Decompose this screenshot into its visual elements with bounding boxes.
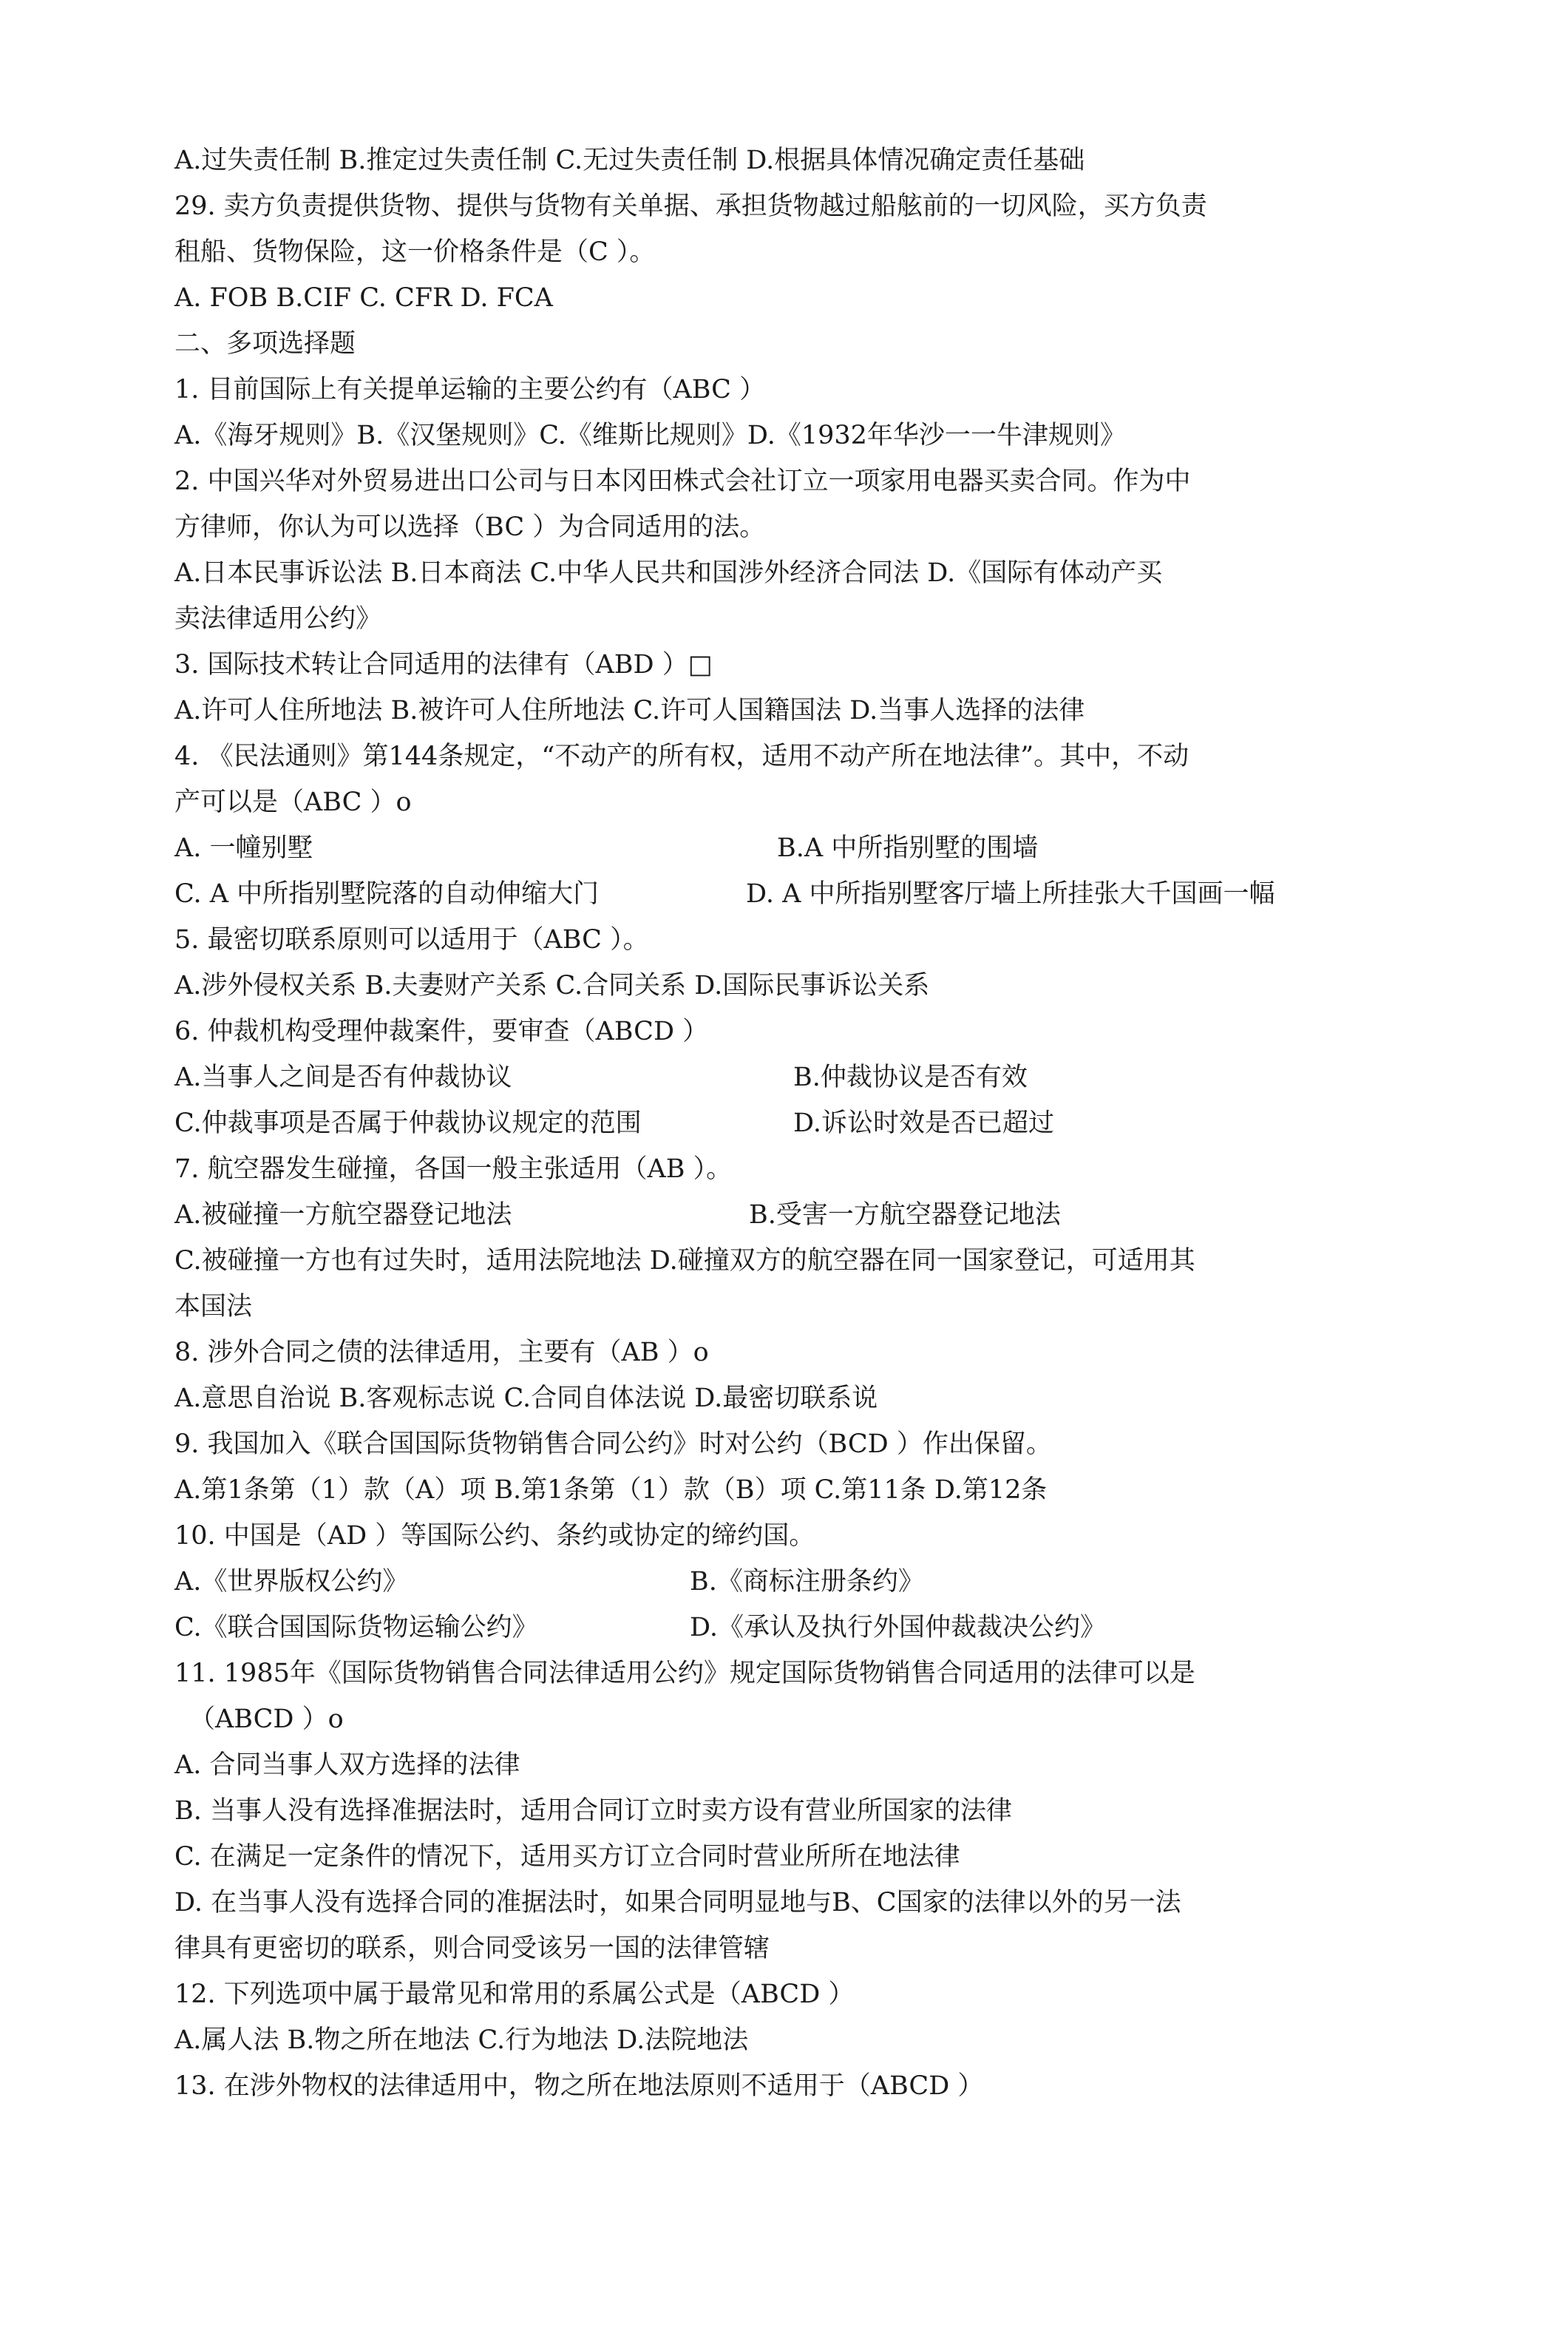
text-line: 11. 1985年《国际货物销售合同法律适用公约》规定国际货物销售合同适用的法律可以是 [174, 1659, 1195, 1688]
option-left: A.被碰撞一方航空器登记地法 [174, 1200, 512, 1230]
text-line: D. 在当事人没有选择合同的准据法时，如果合同明显地与B、C国家的法律以外的另一法 [174, 1888, 1181, 1917]
text-line: 4. 《民法通则》第144条规定，“不动产的所有权，适用不动产所在地法律”。其中，不动 [174, 742, 1189, 771]
text-line: 1. 目前国际上有关提单运输的主要公约有（ABC ） [174, 375, 766, 404]
text-line: 产可以是（ABC ）o [174, 788, 412, 817]
text-line: A.涉外侵权关系 B.夫妻财产关系 C.合同关系 D.国际民事诉讼关系 [174, 971, 930, 1001]
option-right: B.《商标注册条约》 [690, 1567, 924, 1597]
option-right: D. A 中所指别墅客厅墙上所挂张大千国画一幅 [746, 879, 1275, 909]
text-line: C.被碰撞一方也有过失时，适用法院地法 D.碰撞双方的航空器在同一国家登记，可适用其 [174, 1246, 1195, 1276]
text-line: 二、多项选择题 [174, 329, 356, 359]
text-line: 8. 涉外合同之债的法律适用，主要有（AB ）o [174, 1338, 709, 1367]
text-line: （ABCD ）o [189, 1704, 344, 1734]
option-row [174, 825, 1402, 871]
option-row [174, 1605, 1402, 1651]
text-line: A.《海牙规则》B.《汉堡规则》C.《维斯比规则》D.《1932年华沙一一牛津规则》 [174, 421, 1126, 450]
text-line: 2. 中国兴华对外贸易进出口公司与日本冈田株式会社订立一项家用电器买卖合同。作为中 [174, 467, 1191, 496]
text-line: 13. 在涉外物权的法律适用中，物之所在地法原则不适用于（ABCD ） [174, 2071, 984, 2101]
text-line: A.意思自治说 B.客观标志说 C.合同自体法说 D.最密切联系说 [174, 1384, 878, 1413]
text-line: A.许可人住所地法 B.被许可人住所地法 C.许可人国籍国法 D.当事人选择的法律 [174, 696, 1085, 725]
document-page [174, 138, 1402, 2109]
option-row [174, 871, 1402, 917]
text-line: A. FOB B.CIF C. CFR D. FCA [174, 283, 553, 313]
text-line: A.日本民事诉讼法 B.日本商法 C.中华人民共和国涉外经济合同法 D.《国际有体动产买 [174, 558, 1163, 588]
option-right: B.受害一方航空器登记地法 [749, 1200, 1061, 1230]
option-row [174, 1054, 1402, 1100]
text-line: 29. 卖方负责提供货物、提供与货物有关单据、承担货物越过船舷前的一切风险，买方负责 [174, 192, 1207, 221]
text-line: 7. 航空器发生碰撞，各国一般主张适用（AB ）。 [174, 1154, 733, 1184]
text-line: A.属人法 B.物之所在地法 C.行为地法 D.法院地法 [174, 2025, 749, 2055]
option-left: A.《世界版权公约》 [174, 1567, 409, 1597]
text-line: 租船、货物保险，这一价格条件是（C ）。 [174, 237, 656, 267]
text-line: C. 在满足一定条件的情况下，适用买方订立合同时营业所所在地法律 [174, 1842, 960, 1872]
option-right: D.《承认及执行外国仲裁裁决公约》 [690, 1613, 1106, 1642]
text-line: 9. 我国加入《联合国国际货物销售合同公约》时对公约（BCD ）作出保留。 [174, 1429, 1052, 1459]
option-left: C.仲裁事项是否属于仲裁协议规定的范围 [174, 1108, 642, 1138]
option-row [174, 1100, 1402, 1146]
text-line: B. 当事人没有选择准据法时，适用合同订立时卖方设有营业所国家的法律 [174, 1796, 1012, 1826]
text-line: A.过失责任制 B.推定过失责任制 C.无过失责任制 D.根据具体情况确定责任基础 [174, 146, 1085, 175]
option-right: D.诉讼时效是否已超过 [793, 1108, 1054, 1138]
option-row [174, 1559, 1402, 1605]
option-left: A.当事人之间是否有仲裁协议 [174, 1063, 512, 1092]
option-right: B.仲裁协议是否有效 [793, 1063, 1028, 1092]
text-line: 10. 中国是（AD ）等国际公约、条约或协定的缔约国。 [174, 1521, 815, 1551]
text-line: 5. 最密切联系原则可以适用于（ABC ）。 [174, 925, 649, 955]
text-line: 方律师，你认为可以选择（BC ）为合同适用的法。 [174, 512, 766, 542]
option-right: B.A 中所指别墅的围墙 [777, 833, 1039, 863]
text-line: A. 合同当事人双方选择的法律 [174, 1750, 520, 1780]
option-left: C. A 中所指别墅院落的自动伸缩大门 [174, 879, 600, 909]
option-left: A. 一幢别墅 [174, 833, 313, 863]
text-line: 3. 国际技术转让合同适用的法律有（ABD ）□ [174, 650, 713, 680]
text-line: 律具有更密切的联系，则合同受该另一国的法律管辖 [174, 1934, 770, 1963]
text-line: 卖法律适用公约》 [174, 604, 382, 634]
text-line: 本国法 [174, 1292, 253, 1321]
text-line: A.第1条第（1）款（A）项 B.第1条第（1）款（B）项 C.第11条 D.第12条 [174, 1475, 1048, 1505]
text-line: 6. 仲裁机构受理仲裁案件，要审查（ABCD ） [174, 1017, 709, 1046]
option-row [174, 1192, 1402, 1238]
text-line: 12. 下列选项中属于最常见和常用的系属公式是（ABCD ） [174, 1980, 855, 2009]
option-left: C.《联合国国际货物运输公约》 [174, 1613, 538, 1642]
